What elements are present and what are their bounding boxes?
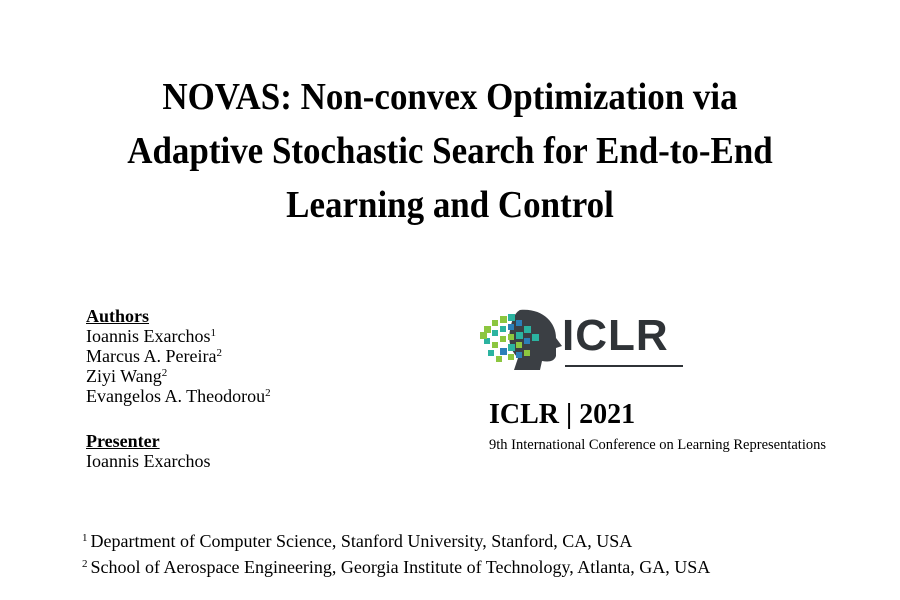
conference-subtitle: 9th International Conference on Learning Representations bbox=[489, 437, 827, 453]
conference-title: ICLR | 2021 bbox=[489, 399, 636, 430]
author-name: Ziyi Wang bbox=[86, 366, 162, 386]
affiliation-2 bbox=[82, 556, 710, 578]
affiliation-mark: 1 bbox=[82, 532, 88, 544]
logo-pixel bbox=[480, 332, 487, 339]
title-line-1: NOVAS: Non-convex Optimization via bbox=[162, 76, 738, 118]
author-affil-mark: 1 bbox=[210, 327, 216, 339]
authors-heading: Authors bbox=[86, 306, 150, 326]
title-line-3: Learning and Control bbox=[286, 184, 614, 226]
affiliation-1 bbox=[82, 530, 632, 552]
author-1 bbox=[86, 326, 271, 346]
logo-pixel bbox=[516, 332, 523, 339]
author-3 bbox=[86, 366, 271, 386]
logo-pixel bbox=[500, 348, 507, 355]
logo-pixel bbox=[492, 342, 498, 348]
logo-pixel bbox=[524, 326, 531, 333]
logo-pixel bbox=[496, 356, 502, 362]
iclr-logo-text: ICLR bbox=[562, 311, 669, 360]
logo-pixel bbox=[500, 336, 506, 342]
affiliation-mark: 2 bbox=[82, 558, 88, 570]
logo-underline bbox=[565, 365, 683, 367]
logo-pixel bbox=[516, 342, 522, 348]
author-4 bbox=[86, 386, 271, 406]
author-2 bbox=[86, 346, 271, 366]
logo-pixel bbox=[488, 350, 494, 356]
logo-pixel bbox=[492, 320, 498, 326]
presenter-heading: Presenter bbox=[86, 431, 160, 451]
logo-pixel bbox=[516, 320, 522, 326]
author-affil-mark: 2 bbox=[265, 387, 271, 399]
author-name: Ioannis Exarchos bbox=[86, 326, 211, 346]
author-affil-mark: 2 bbox=[161, 367, 168, 379]
logo-pixel bbox=[524, 338, 530, 344]
logo-pixel bbox=[484, 326, 491, 333]
logo-pixel bbox=[508, 314, 515, 321]
presenter-section bbox=[86, 431, 210, 471]
affiliation-text: School of Aerospace Engineering, Georgia Institute of Technology, Atlanta, GA, USA bbox=[90, 557, 711, 577]
logo-pixel bbox=[508, 354, 514, 360]
presenter-name: Ioannis Exarchos bbox=[86, 451, 211, 471]
affiliation-text: Department of Computer Science, Stanford University, Stanford, CA, USA bbox=[90, 531, 633, 551]
authors-section bbox=[86, 306, 271, 406]
logo-pixel bbox=[500, 316, 507, 323]
author-name: Evangelos A. Theodorou bbox=[86, 386, 266, 406]
logo-pixel bbox=[532, 334, 539, 341]
logo-pixel bbox=[492, 330, 498, 336]
title-line-2: Adaptive Stochastic Search for End-to-End bbox=[127, 130, 773, 172]
logo-pixel bbox=[524, 350, 530, 356]
author-name: Marcus A. Pereira bbox=[86, 346, 217, 366]
logo-pixel bbox=[508, 324, 514, 330]
author-affil-mark: 2 bbox=[216, 347, 222, 359]
logo-pixel bbox=[500, 326, 506, 332]
slide-title bbox=[64, 70, 837, 232]
logo-pixel bbox=[516, 352, 522, 358]
logo-pixel bbox=[508, 334, 514, 340]
logo-pixel bbox=[508, 344, 515, 351]
